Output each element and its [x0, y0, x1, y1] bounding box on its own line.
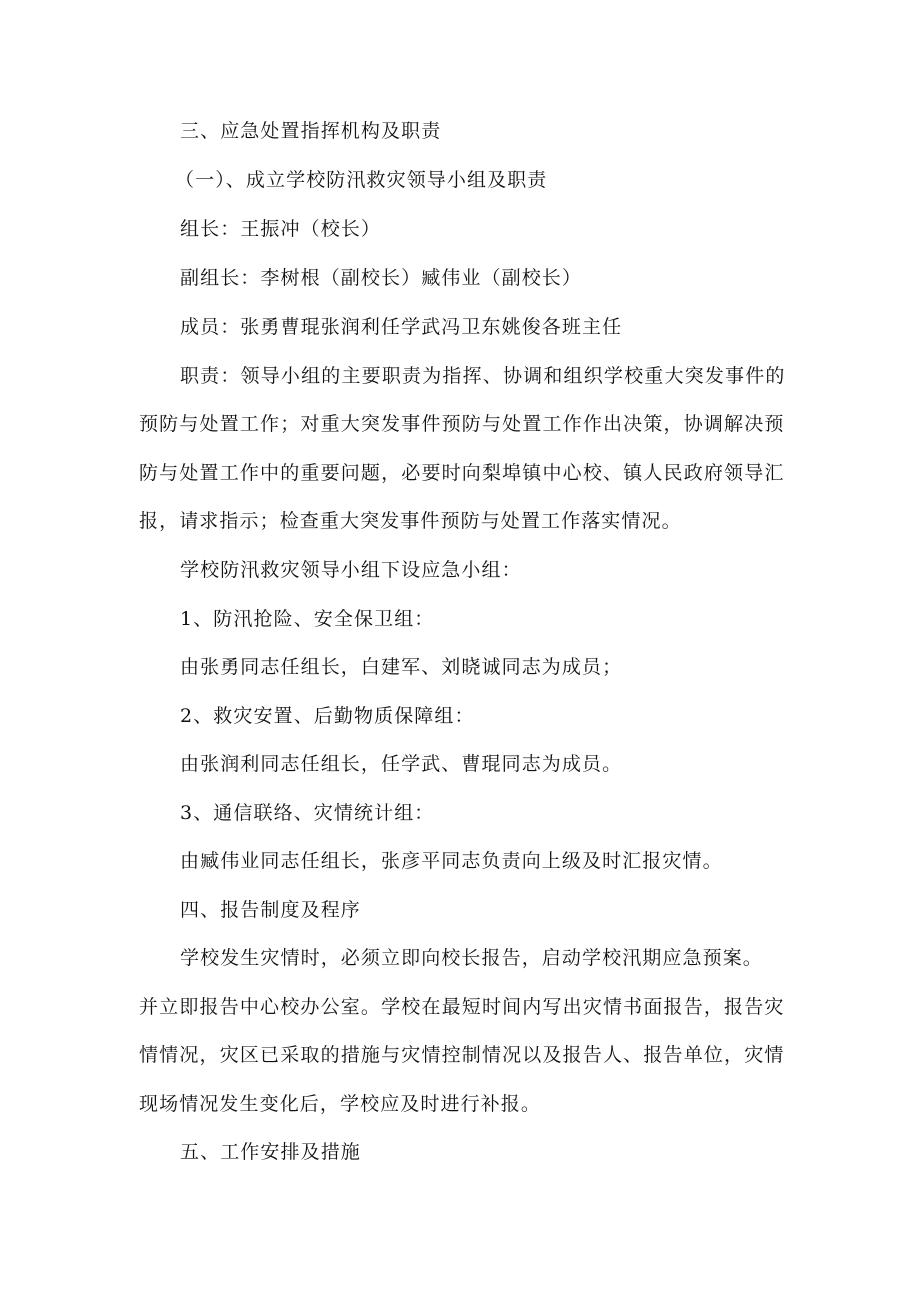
report-line-1: 学校发生灾情时，必须立即向校长报告，启动学校汛期应急预案。 — [180, 947, 763, 969]
section-4-heading: 四、报告制度及程序 — [180, 899, 361, 921]
duty-line-1: 职责：领导小组的主要职责为指挥、协调和组织学校重大突发事件的 — [180, 365, 785, 387]
report-line-3: 情情况，灾区已采取的措施与灾情控制情况以及报告人、报告单位，灾情 — [139, 1044, 784, 1066]
duty-line-3: 防与处置工作中的重要问题，必要时向梨埠镇中心校、镇人民政府领导汇 — [139, 462, 784, 484]
deputy-leader-line: 副组长：李树根（副校长）臧伟业（副校长） — [180, 267, 583, 289]
group-1-title: 1、防汛抢险、安全保卫组： — [180, 608, 435, 630]
duty-line-4: 报，请求指示；检查重大突发事件预防与处置工作落实情况。 — [139, 510, 682, 532]
group-3-title: 3、通信联络、灾情统计组： — [180, 802, 435, 824]
subgroups-intro: 学校防汛救灾领导小组下设应急小组： — [180, 559, 522, 581]
members-line: 成员：张勇曹琨张润利任学武冯卫东姚俊各班主任 — [180, 316, 623, 338]
report-line-4: 现场情况发生变化后，学校应及时进行补报。 — [139, 1093, 542, 1115]
report-line-2: 并立即报告中心校办公室。学校在最短时间内写出灾情书面报告，报告灾 — [139, 996, 784, 1018]
section-3-heading: 三、应急处置指挥机构及职责 — [180, 120, 442, 142]
section-5-heading: 五、工作安排及措施 — [180, 1141, 361, 1163]
section-3-subheading: （一）、成立学校防汛救灾领导小组及职责 — [175, 169, 548, 191]
group-2-title: 2、救灾安置、后勤物质保障组： — [180, 705, 475, 727]
group-leader-line: 组长：王振冲（校长） — [180, 218, 382, 240]
group-1-body: 由张勇同志任组长，白建军、刘晓诚同志为成员； — [180, 656, 623, 678]
group-3-body: 由臧伟业同志任组长，张彦平同志负责向上级及时汇报灾情。 — [180, 850, 723, 872]
duty-line-2: 预防与处置工作；对重大突发事件预防与处置工作作出决策，协调解决预 — [139, 413, 784, 435]
group-2-body: 由张润利同志任组长，任学武、曹琨同志为成员。 — [180, 753, 623, 775]
